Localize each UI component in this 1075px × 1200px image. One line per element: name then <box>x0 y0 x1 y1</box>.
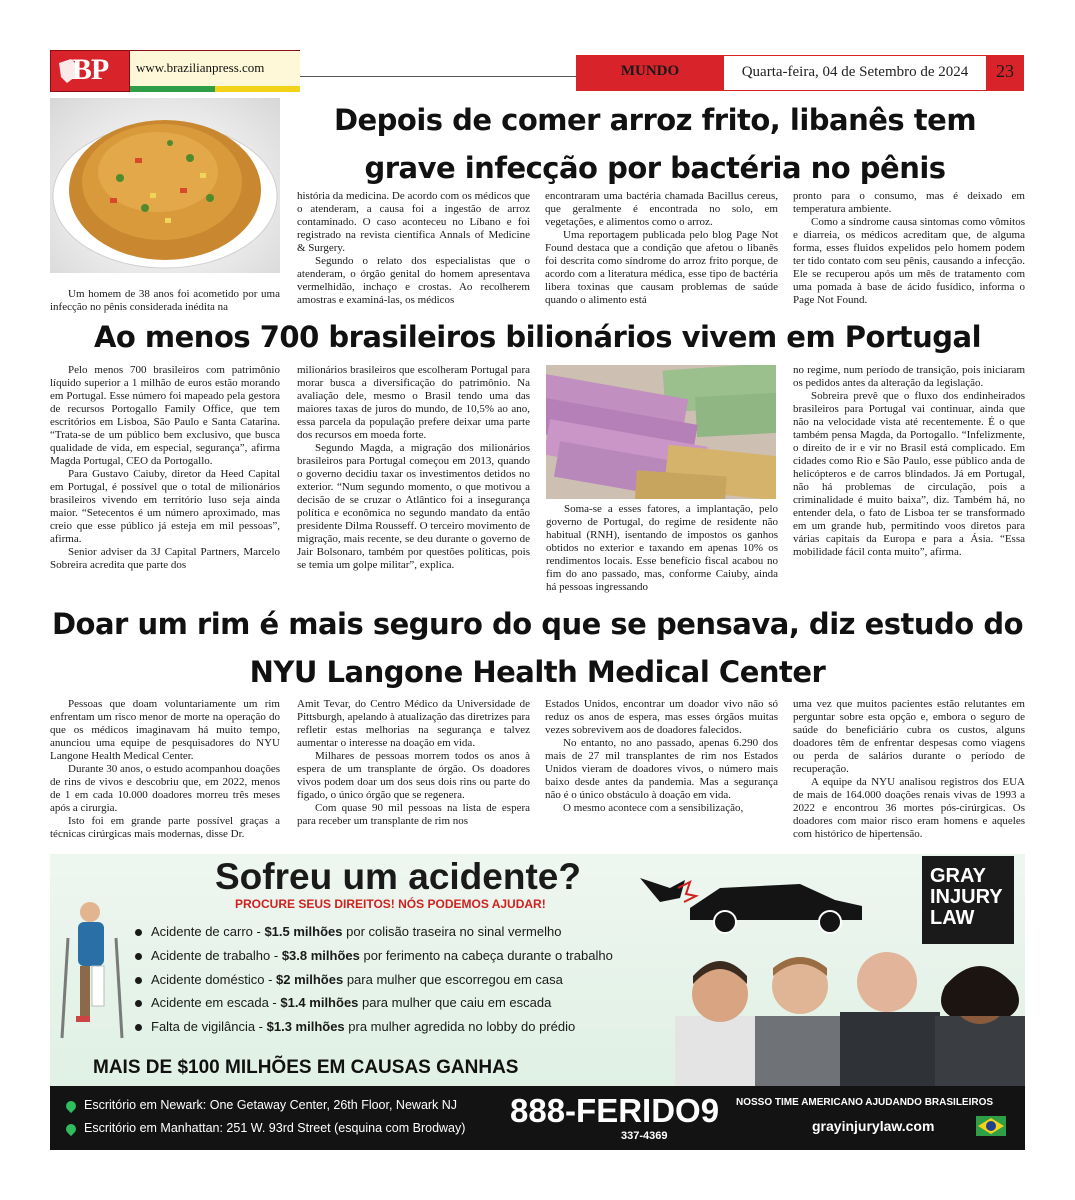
phone-digits: 337-4369 <box>621 1130 668 1142</box>
ad-case-item <box>135 948 613 963</box>
paragraph: Um homem de 38 anos foi acometido por uma infecção no pênis considerada inédita na <box>50 288 280 313</box>
website-link[interactable]: grayinjurylaw.com <box>812 1118 935 1134</box>
section-name: MUNDO <box>620 63 680 79</box>
ad-title: Sofreu um acidente? <box>215 856 581 897</box>
ad-subtitle: PROCURE SEUS DIREITOS! NÓS PODEMOS AJUDAR! <box>235 897 546 911</box>
injured-man-illustration <box>58 898 128 1048</box>
brazil-flag-shape <box>976 1116 1006 1136</box>
case-type: Falta de vigilância - <box>151 1019 267 1034</box>
paragraph: O mesmo acontece com a sensibilização, <box>563 802 744 814</box>
headline-rice-infection[interactable]: Depois de comer arroz frito, libanês tem grave infecção por bactéria no pênis <box>333 103 977 185</box>
euro-banknotes-photo <box>546 365 776 499</box>
manhattan-office-address[interactable] <box>66 1121 465 1135</box>
paragraph: No entanto, no ano passado, apenas 6.290 dos mais de 27 mil transplantes de rim nos Estados Unidos vieram de doadores vivos, o número mais baixo desde antes da pandemia. Mas a segurança não é o único obstáculo à doação em vida. <box>545 737 778 801</box>
article1-column-4 <box>793 190 1025 314</box>
article1-column-1 <box>50 288 280 314</box>
bullet-icon <box>135 1024 142 1031</box>
case-type: Acidente em escada - <box>151 995 281 1010</box>
paragraph: Milhares de pessoas morrem todos os anos à espera de um transplante de órgão. Os doadores vivos podem doar um dos seus dois rins ou parte do fígado, o único órgão que se regenera. <box>297 750 530 801</box>
case-type: Acidente de trabalho - <box>151 948 282 963</box>
bullet-icon <box>135 1000 142 1007</box>
issue-date: Quarta-feira, 04 de Setembro de 2024 <box>741 64 969 80</box>
bullet-icon <box>135 977 142 984</box>
headline-kidney-donation[interactable]: Doar um rim é mais seguro do que se pensava, diz estudo do NYU Langone Health Medical Center <box>51 607 1024 689</box>
flag-stripe <box>130 86 300 92</box>
article2-column-1 <box>50 364 280 599</box>
article3-column-4 <box>793 698 1025 850</box>
ad-tagline: NOSSO TIME AMERICANO AJUDANDO BRASILEIROS <box>736 1097 994 1108</box>
paragraph: encontraram uma bactéria chamada Bacillus cereus, que geralmente é encontrada no solo, em vegetações, e alimentos como o arroz. <box>545 190 778 228</box>
article3-column-2 <box>297 698 530 850</box>
headline-billionaires-portugal[interactable]: Ao menos 700 brasileiros bilionários vivem em Portugal <box>93 320 982 354</box>
paragraph: no regime, num período de transição, pois iniciaram os pedidos antes da alteração da legislação. <box>793 364 1025 389</box>
lawyers-team-photo <box>655 946 1025 1086</box>
gray-injury-law-logo[interactable] <box>922 856 1014 944</box>
case-amount: $2 milhões <box>276 972 344 987</box>
address-text: Escritório em Newark: One Getaway Center, 26th Floor, Newark NJ <box>84 1098 458 1112</box>
logo-text: GRAY INJURY LAW <box>930 865 1003 929</box>
case-detail: por colisão traseira no sinal vermelho <box>342 924 562 939</box>
page-number-box <box>986 55 1024 91</box>
page-number: 23 <box>996 61 1014 81</box>
paragraph: Pessoas que doam voluntariamente um rim enfrentam um risco menor de morte na operação do que os médicos imaginavam há muito tempo, anunciou uma equipe de pesquisadores do NYU Langone Health Medical Center. <box>50 698 280 762</box>
case-amount: $1.4 milhões <box>280 995 359 1010</box>
paragraph: Senior adviser da 3J Capital Partners, Marcelo Sobreira acredita que parte dos <box>50 546 280 571</box>
paragraph: história da medicina. De acordo com os médicos que o atenderam, a causa foi a ingestão de arroz contaminado. O caso aconteceu no Líbano e foi registrado na revista científica Annals of Medicine & Surgery. <box>297 190 530 254</box>
paragraph: Sobreira prevê que o fluxo dos endinheirados brasileiros para Portugal vai continuar, ainda que não na velocidade vista até recentemente. É o que também pensa Magda, da Portogallo. “Infelizmente, o direito de ir e vir no Brasil está complicado. Em cidades como Rio e São Paulo, esse público anda de helicópteros e de carros blindados. Já em Portugal, não há problemas de circulação, pois a criminalidade é muito baixa”, diz. Também há, no entender dela, o fato de Lisboa ter se transformado em um grande hub, permitindo voos diretos para várias capitais da Europa e para a Ásia. “Essa mobilidade fácil conta muito”, afirma. <box>793 390 1025 558</box>
site-url-link[interactable]: www.brazilianpress.com <box>136 60 265 75</box>
paragraph: A equipe da NYU analisou registros dos EUA de mais de 164.000 doações renais vivas de 1993 a 2022 e encontrou 36 mortes pós-cirúrgicas. Os doadores com maior risco eram homens e aqueles com histórico de hipertensão. <box>793 776 1025 840</box>
paragraph: Isto foi em grande parte possível graças a técnicas cirúrgicas mais modernas, disse Dr. <box>50 815 280 840</box>
paragraph: Como a síndrome causa sintomas como vômitos e diarreia, os médicos acreditam que, de alguma forma, esses fluidos expelidos pelo homem podem ter tido contato com seu pênis, causando a infecção. Ele se recuperou após um mês de tratamento com uma pomada à base de ácido fusídico, informa o Page Not Found. <box>793 216 1025 306</box>
paragraph: Durante 30 anos, o estudo acompanhou doações de rins de vivos e descobriu que, em 2022, menos de 1 em cada 10.000 doadores morreu três meses após a cirurgia. <box>50 763 280 814</box>
case-amount: $1.5 milhões <box>264 924 343 939</box>
case-type: Acidente doméstico - <box>151 972 277 987</box>
case-amount: $1.3 milhões <box>266 1019 345 1034</box>
logo-text: BP <box>71 53 109 86</box>
article2-column-2 <box>297 364 530 599</box>
paragraph: Uma reportagem publicada pelo blog Page Not Found destaca que a condição que afetou o libanês foi descrita como síndrome do arroz frito porque, de acordo com a literatura médica, esse tipo de bactéria libera toxinas que causam problemas de saúde quando o alimento está <box>545 229 778 306</box>
ad-case-item <box>135 972 563 987</box>
header-divider <box>300 76 576 77</box>
address-text: Escritório em Manhattan: 251 W. 93rd Street (esquina com Brodway) <box>84 1121 466 1135</box>
fried-rice-illustration <box>50 98 280 273</box>
bullet-icon <box>135 929 142 936</box>
ad-case-item <box>135 995 551 1010</box>
article1-column-2 <box>297 190 530 314</box>
ad-case-item <box>135 1019 575 1034</box>
case-detail: para mulher que caiu em escada <box>358 995 552 1010</box>
brazilian-press-logo[interactable] <box>50 50 130 92</box>
paragraph: Segundo Magda, a migração dos milionários brasileiros para Portugal começou em 2013, quando o governo decidiu taxar os investimentos detidos no exterior. “Num segundo momento, o que motivou a decisão de se cruzar o Atlântico foi a insegurança política e econômica no segundo mandato da então presidente Dilma Rousseff. O terceiro movimento de migração, mais recente, se deu durante o governo de Jair Bolsonaro, também por questões políticas, pois se temia um golpe militar”, explica. <box>297 442 530 571</box>
car-crash-illustration <box>630 858 870 938</box>
article3-column-3 <box>545 698 778 850</box>
paragraph: uma vez que muitos pacientes estão relutantes em perguntar sobre esta opção e, embora o seguro de saúde do beneficiário cubra os custos, alguns doadores têm de enfrentar despesas como viagens ou perda de salários durante o período de recuperação. <box>793 698 1025 775</box>
paragraph: pronto para o consumo, mas é deixado em temperatura ambiente. <box>793 190 1025 215</box>
banknotes-illustration <box>546 365 776 499</box>
location-pin-icon <box>64 1099 78 1113</box>
paragraph: Para Gustavo Caiuby, diretor da Heed Capital em Portugal, é possível que o total de milionários brasileiros vivendo em território luso seja ainda maior. “Setecentos é um número aproximado, mas creio que esse público já esteja em mil pessoas”, afirma. <box>50 468 280 545</box>
bullet-icon <box>135 953 142 960</box>
paragraph: milionários brasileiros que escolheram Portugal para morar busca a diversificação do patrimônio. Na avaliação dele, mesmo o Brasil tendo uma das maiores taxas de juros do mundo, de 10,5% ao ano, essa parcela da população prefere deixar uma parte dos recursos em moeda forte. <box>297 364 530 441</box>
article3-column-1 <box>50 698 280 850</box>
newark-office-address[interactable] <box>66 1098 457 1112</box>
paragraph: Com quase 90 mil pessoas na lista de espera para receber um transplante de rim nos <box>297 802 530 827</box>
paragraph: Pelo menos 700 brasileiros com patrimônio líquido superior a 1 milhão de euros estão morando em Portugal. Esse número foi mapeado pela gestora de recursos Portogallo Family Office, que tem escritórios em Lisboa, São Paulo e Santa Catarina. “Trata-se de um público bem exclusivo, que busca qualidade de vida, em especial, segurança”, afirma Magda Portugal, CEO da Portogallo. <box>50 364 280 467</box>
paragraph: Amit Tevar, do Centro Médico da Universidade de Pittsburgh, apelando à atualização das diretrizes para refletir estas melhorias na segurança e talvez aumentar o interesse na doação em vida. <box>297 698 530 749</box>
brazil-flag-icon <box>976 1116 1006 1136</box>
article1-column-3 <box>545 190 778 314</box>
gray-injury-law-ad[interactable] <box>50 854 1025 1150</box>
location-pin-icon <box>64 1122 78 1136</box>
case-detail: por ferimento na cabeça durante o trabalho <box>359 948 613 963</box>
fried-rice-photo <box>50 98 280 273</box>
ad-case-item <box>135 924 561 939</box>
case-amount: $3.8 milhões <box>281 948 360 963</box>
paragraph: Segundo o relato dos especialistas que o atenderam, o órgão genital do homem apresentava vermelhidão, inchaço e crostas. Ao recolherem amostras e examiná-las, os médicos <box>297 255 530 306</box>
case-detail: pra mulher agredida no lobby do prédio <box>344 1019 576 1034</box>
section-label <box>576 55 724 91</box>
article2-column-3 <box>546 503 778 599</box>
case-detail: para mulher que escorregou em casa <box>343 972 563 987</box>
paragraph: Soma-se a esses fatores, a implantação, pelo governo de Portugal, do regime de residente não habitual (RNH), isentando de impostos os ganhos obtidos no exterior e taxando em apenas 10% os rendimentos locais. Esse benefício fiscal acabou no fim do ano passado, mas, conforme Caiuby, ainda há pessoas ingressando <box>546 503 778 593</box>
date-box <box>724 55 986 91</box>
ad-cases-won: MAIS DE $100 MILHÕES EM CAUSAS GANHAS <box>93 1057 519 1078</box>
paragraph: Estados Unidos, encontrar um doador vivo não só reduz os anos de espera, mas esses órgãos muitas vezes sobrevivem aos de doadores falecidos. <box>545 698 778 736</box>
phone-number[interactable]: 888-FERIDO9 <box>510 1092 720 1129</box>
article2-column-4 <box>793 364 1025 599</box>
case-type: Acidente de carro - <box>151 924 265 939</box>
